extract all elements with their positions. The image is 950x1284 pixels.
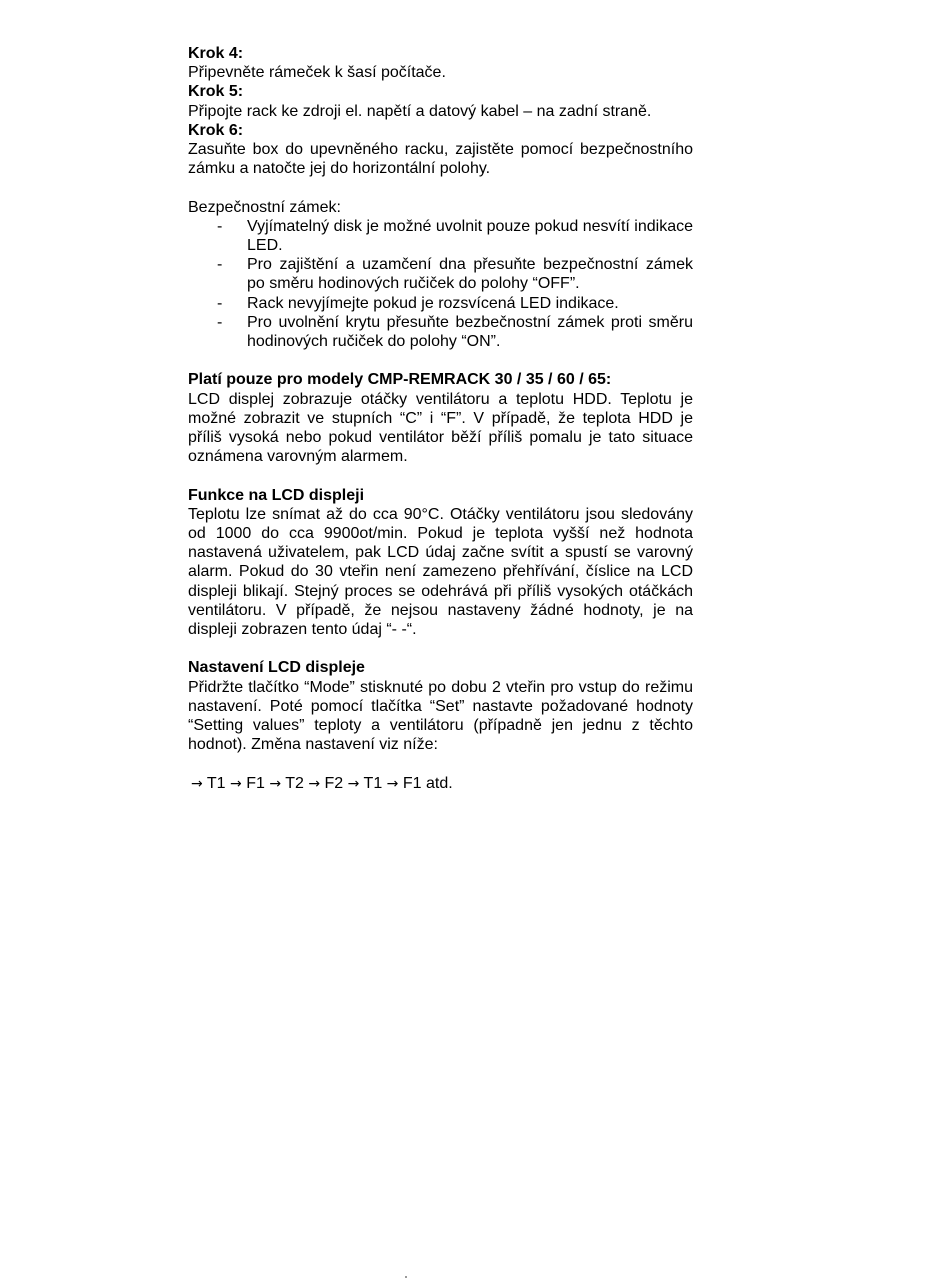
- dash-bullet: -: [217, 217, 223, 235]
- sequence-step: T1: [206, 774, 226, 792]
- spacer: [188, 466, 693, 485]
- lock-list: [188, 217, 693, 351]
- lcd-settings-heading: Nastavení LCD displeje: [188, 659, 365, 677]
- models-text: LCD displej zobrazuje otáčky ventilátoru a teplotu HDD. Teplotu je možné zobrazit ve stupních “C” i “F”. V případě, že teplota HDD je příliš vysoká nebo pokud ventilátor běží příliš pomalu je tato situace oznámena varovným alarmem.: [188, 390, 693, 466]
- lcd-functions-text: Teplotu lze snímat až do cca 90°C. Otáčky ventilátoru jsou sledovány od 1000 do cca 9900ot/min. Pokud je teplota vyšší než hodnota nastavená uživatelem, pak LCD údaj začne svítit a spustí se varovný alarm. Pokud do 30 vteřin není zamezeno přehřívání, číslice na LCD displeji blikají. Stejný proces se odehrává při příliš vysokých otáčkách ventilátoru. V případě, že nejsou nastaveny žádné hodnoty, je na displeji zobrazen tento údaj “- -“.: [188, 505, 693, 639]
- lock-heading: Bezpečnostní zámek:: [188, 198, 341, 216]
- sequence-step: F2: [324, 774, 344, 792]
- arrow-right-icon: →: [347, 775, 360, 792]
- step-6-title: Krok 6:: [188, 121, 244, 139]
- settings-sequence: [188, 774, 693, 794]
- sequence-step: F1: [246, 774, 265, 792]
- models-heading: Platí pouze pro modely CMP-REMRACK 30 / 35 / 60 / 65:: [188, 371, 612, 389]
- list-item-text: Vyjímatelný disk je možné uvolnit pouze pokud nesvítí indikace LED.: [247, 217, 693, 255]
- list-item-text: Pro zajištění a uzamčení dna přesuňte bezpečnostní zámek po směru hodinových ručiček do polohy “OFF”.: [247, 256, 693, 293]
- document-page: [188, 44, 693, 794]
- lcd-functions-heading: Funkce na LCD displeji: [188, 486, 365, 504]
- step-5-text: Připojte rack ke zdroji el. napětí a datový kabel – na zadní straně.: [188, 102, 652, 120]
- step-5-title: Krok 5:: [188, 83, 244, 101]
- sequence-step: T1: [363, 774, 383, 792]
- dash-bullet: -: [217, 294, 223, 312]
- spacer: [188, 639, 693, 658]
- spacer: [188, 178, 693, 197]
- list-item: [188, 217, 693, 255]
- list-item: [188, 255, 693, 293]
- scan-speck: [405, 1276, 407, 1278]
- list-item: [188, 294, 693, 313]
- list-item-text: Rack nevyjímejte pokud je rozsvícená LED indikace.: [247, 294, 619, 312]
- dash-bullet: -: [217, 256, 223, 274]
- sequence-step: F1 atd.: [402, 774, 453, 792]
- sequence-step: T2: [285, 774, 304, 792]
- arrow-right-icon: →: [386, 775, 399, 792]
- arrow-right-icon: →: [191, 775, 203, 792]
- spacer: [188, 754, 693, 773]
- step-4-title: Krok 4:: [188, 45, 244, 62]
- list-item: [188, 313, 693, 351]
- list-item-text: Pro uvolnění krytu přesuňte bezbečnostní zámek proti směru hodinových ručiček do polohy “ON”.: [247, 313, 693, 351]
- dash-bullet: -: [217, 313, 223, 331]
- spacer: [188, 351, 693, 370]
- lcd-settings-text: Přidržte tlačítko “Mode” stisknuté po dobu 2 vteřin pro vstup do režimu nastavení. Poté pomocí tlačítka “Set” nastavte požadované hodnoty “Setting values” teploty a ventilátoru (případně jen jednu z těchto hodnot). Změna nastavení viz níže:: [188, 678, 693, 754]
- arrow-right-icon: →: [308, 775, 321, 792]
- arrow-right-icon: →: [230, 775, 242, 792]
- step-6-text: Zasuňte box do upevněného racku, zajistěte pomocí bezpečnostního zámku a natočte jej do horizontální polohy.: [188, 141, 693, 178]
- arrow-right-icon: →: [269, 775, 282, 792]
- step-4-text: Připevněte rámeček k šasí počítače.: [188, 64, 446, 82]
